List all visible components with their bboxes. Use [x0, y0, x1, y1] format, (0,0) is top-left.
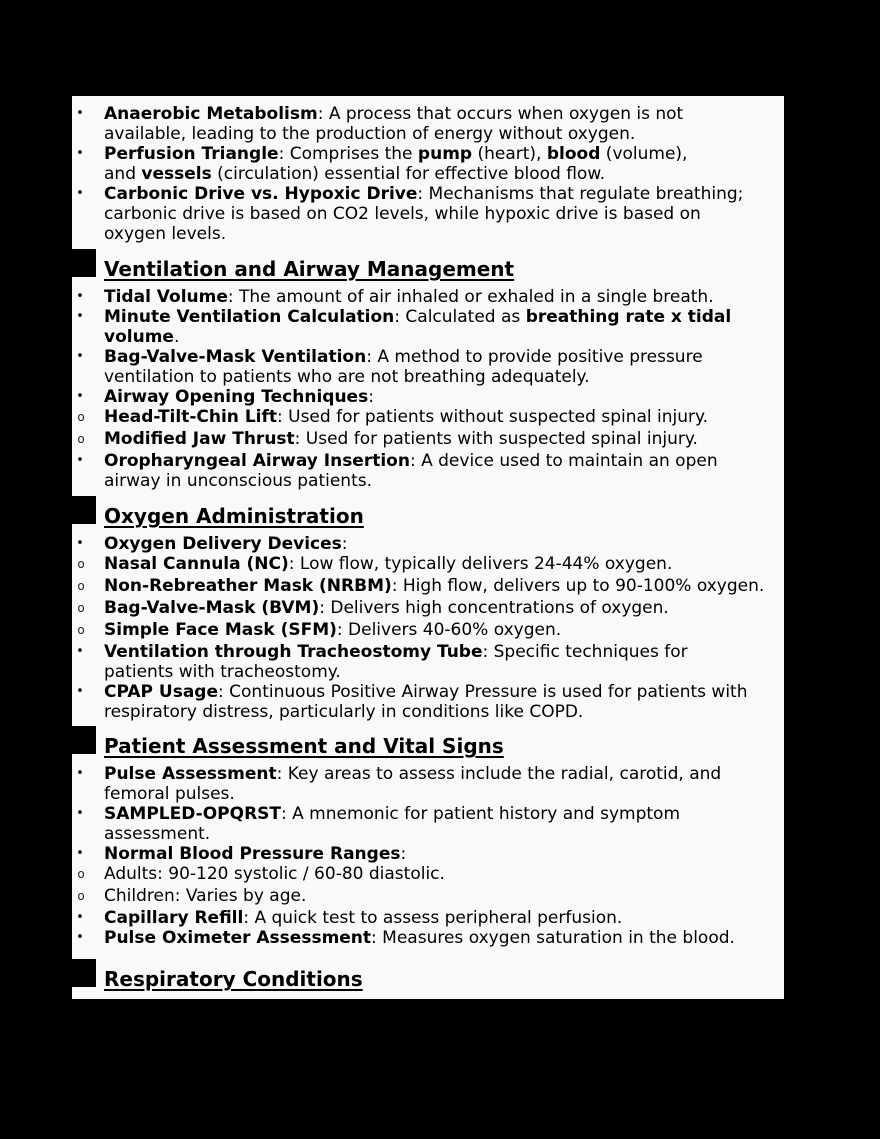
list-item: Carbonic Drive vs. Hypoxic Drive: Mechanisms that regulate breathing; [104, 184, 744, 204]
section-heading: Ventilation and Airway Management [104, 257, 515, 281]
bullet-icon: • [76, 806, 84, 821]
list-item-continuation: ventilation to patients who are not breathing adequately. [104, 367, 590, 387]
item-term: Capillary Refill [104, 908, 244, 928]
list-item-continuation: assessment. [104, 824, 211, 844]
bullet-icon: • [76, 910, 84, 925]
list-item: Modified Jaw Thrust: Used for patients with suspected spinal injury. [104, 429, 698, 449]
bold-term: blood [546, 144, 601, 164]
list-item: SAMPLED-OPQRST: A mnemonic for patient history and symptom [104, 804, 681, 824]
list-item: Normal Blood Pressure Ranges: [104, 844, 407, 864]
sub-bullet-icon: o [77, 557, 85, 571]
list-item: Pulse Oximeter Assessment: Measures oxygen saturation in the blood. [104, 928, 735, 948]
item-term: Simple Face Mask (SFM) [104, 620, 337, 640]
bullet-icon: • [76, 106, 84, 121]
bullet-icon: • [76, 846, 84, 861]
item-term: Bag-Valve-Mask Ventilation [104, 347, 367, 367]
bullet-icon: • [76, 186, 84, 201]
list-item: Perfusion Triangle: Comprises the pump (heart), blood (volume), [104, 144, 688, 164]
list-item-continuation: airway in unconscious patients. [104, 471, 373, 491]
bullet-icon: • [76, 289, 84, 304]
list-item: Nasal Cannula (NC): Low flow, typically delivers 24-44% oxygen. [104, 554, 673, 574]
item-term: Pulse Assessment [104, 764, 277, 784]
list-item: Anaerobic Metabolism: A process that occurs when oxygen is not [104, 104, 684, 124]
item-term: Nasal Cannula (NC) [104, 554, 289, 574]
item-term: Pulse Oximeter Assessment [104, 928, 372, 948]
heading-margin-block [72, 496, 96, 524]
item-term: Bag-Valve-Mask (BVM) [104, 598, 320, 618]
item-term: Non-Rebreather Mask (NRBM) [104, 576, 392, 596]
list-item: Bag-Valve-Mask (BVM): Delivers high concentrations of oxygen. [104, 598, 669, 618]
list-item-continuation: oxygen levels. [104, 224, 227, 244]
item-term: Perfusion Triangle [104, 144, 279, 164]
item-term: Modified Jaw Thrust [104, 429, 295, 449]
list-item-continuation: available, leading to the production of energy without oxygen. [104, 124, 636, 144]
bullet-icon: • [76, 453, 84, 468]
heading-margin-block [72, 249, 96, 277]
section-heading: Patient Assessment and Vital Signs [104, 734, 504, 758]
item-term: Anaerobic Metabolism [104, 104, 318, 124]
bullet-icon: • [76, 536, 84, 551]
bullet-icon: • [76, 146, 84, 161]
bullet-icon: • [76, 766, 84, 781]
list-item: Oxygen Delivery Devices: [104, 534, 348, 554]
bullet-icon: • [76, 309, 84, 324]
item-term: Tidal Volume [104, 287, 228, 307]
item-term: Carbonic Drive vs. Hypoxic Drive [104, 184, 418, 204]
list-item-continuation: femoral pulses. [104, 784, 235, 804]
list-item: Head-Tilt-Chin Lift: Used for patients without suspected spinal injury. [104, 407, 709, 427]
list-item-continuation: volume. [104, 327, 180, 347]
sub-bullet-icon: o [77, 889, 85, 903]
list-item: Pulse Assessment: Key areas to assess include the radial, carotid, and [104, 764, 722, 784]
item-term: SAMPLED-OPQRST [104, 804, 281, 824]
list-item: Capillary Refill: A quick test to assess peripheral perfusion. [104, 908, 623, 928]
sub-bullet-icon: o [77, 579, 85, 593]
item-term: CPAP Usage [104, 682, 219, 702]
item-term: Minute Ventilation Calculation [104, 307, 395, 327]
item-term: Airway Opening Techniques [104, 387, 369, 407]
list-item: Non-Rebreather Mask (NRBM): High flow, delivers up to 90-100% oxygen. [104, 576, 765, 596]
bullet-icon: • [76, 684, 84, 699]
list-item: Tidal Volume: The amount of air inhaled or exhaled in a single breath. [104, 287, 714, 307]
sub-bullet-icon: o [77, 432, 85, 446]
list-item-continuation: carbonic drive is based on CO2 levels, while hypoxic drive is based on [104, 204, 701, 224]
list-item-continuation: and vessels (circulation) essential for effective blood flow. [104, 164, 606, 184]
item-term: Oxygen Delivery Devices [104, 534, 342, 554]
list-item: Adults: 90-120 systolic / 60-80 diastolic. [104, 864, 445, 884]
list-item: Ventilation through Tracheostomy Tube: Specific techniques for [104, 642, 688, 662]
bullet-icon: • [76, 349, 84, 364]
bold-term: vessels [141, 164, 212, 184]
heading-margin-block [72, 959, 96, 987]
item-term: Oropharyngeal Airway Insertion [104, 451, 410, 471]
list-item: Minute Ventilation Calculation: Calculated as breathing rate x tidal [104, 307, 732, 327]
list-item: Children: Varies by age. [104, 886, 307, 906]
bold-term: volume [104, 327, 174, 347]
bullet-icon: • [76, 644, 84, 659]
sub-bullet-icon: o [77, 623, 85, 637]
bold-term: pump [417, 144, 473, 164]
list-item-continuation: respiratory distress, particularly in conditions like COPD. [104, 702, 584, 722]
list-item-continuation: patients with tracheostomy. [104, 662, 341, 682]
sub-bullet-icon: o [77, 410, 85, 424]
list-item: Airway Opening Techniques: [104, 387, 374, 407]
item-term: Head-Tilt-Chin Lift [104, 407, 277, 427]
list-item: Bag-Valve-Mask Ventilation: A method to provide positive pressure [104, 347, 703, 367]
sub-bullet-icon: o [77, 601, 85, 615]
bullet-icon: • [76, 389, 84, 404]
list-item: Simple Face Mask (SFM): Delivers 40-60% oxygen. [104, 620, 562, 640]
item-term: Ventilation through Tracheostomy Tube [104, 642, 483, 662]
bullet-icon: • [76, 930, 84, 945]
section-heading: Respiratory Conditions [104, 967, 363, 991]
sub-bullet-icon: o [77, 867, 85, 881]
list-item: Oropharyngeal Airway Insertion: A device used to maintain an open [104, 451, 718, 471]
item-term: Normal Blood Pressure Ranges [104, 844, 401, 864]
list-item: CPAP Usage: Continuous Positive Airway Pressure is used for patients with [104, 682, 748, 702]
section-heading: Oxygen Administration [104, 504, 364, 528]
heading-margin-block [72, 726, 96, 754]
bold-term: breathing rate x tidal [525, 307, 732, 327]
